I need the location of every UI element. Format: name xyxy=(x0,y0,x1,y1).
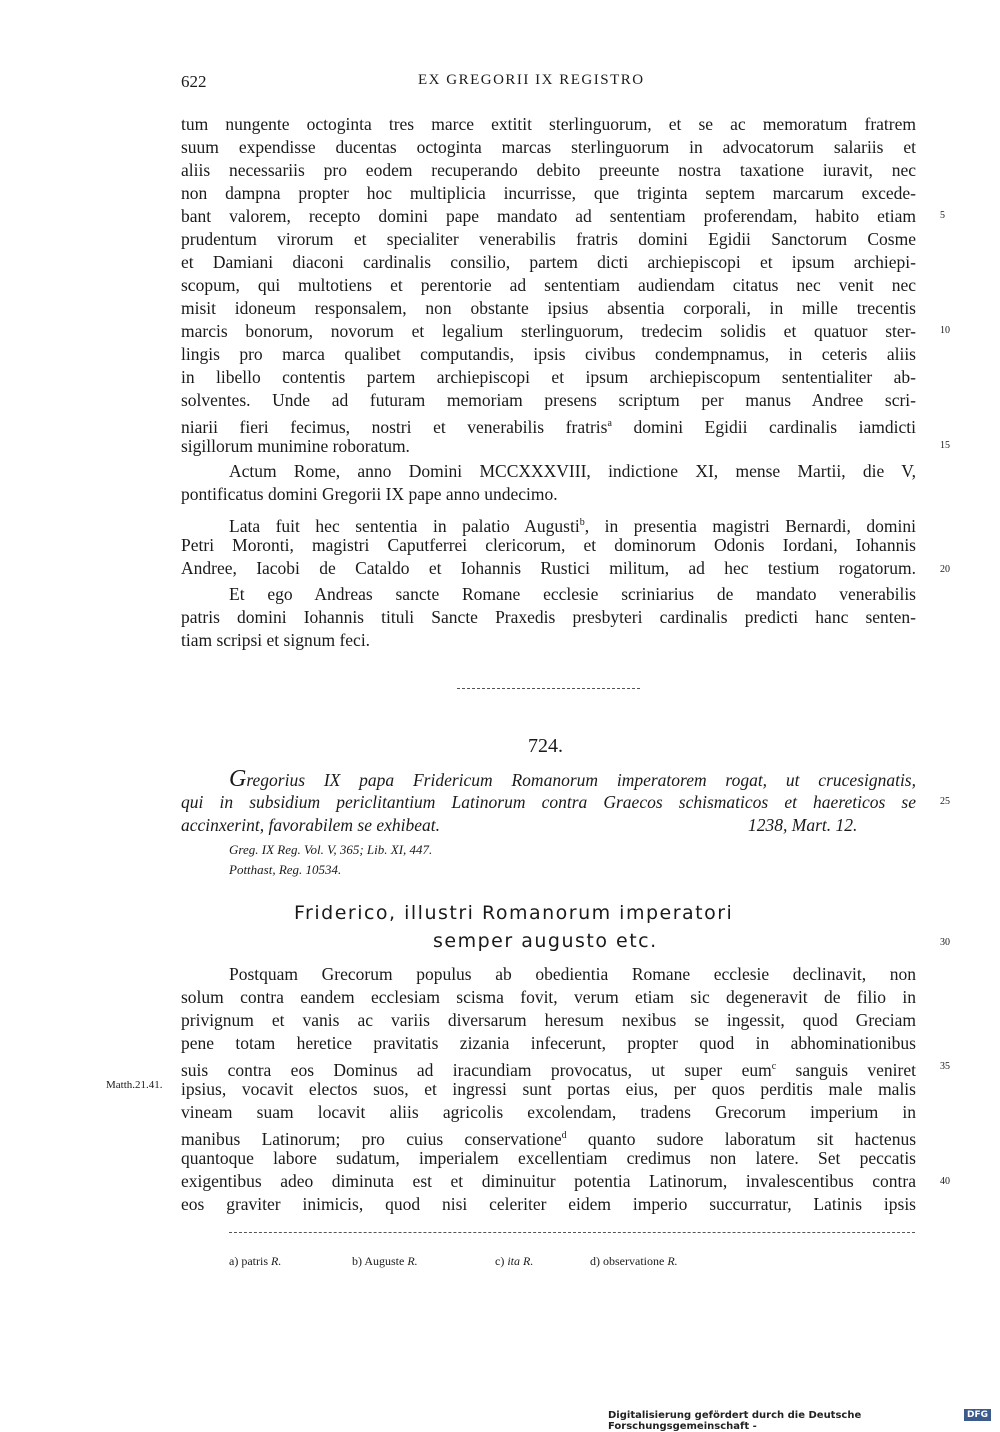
text-segment: Lata fuit hec sententia in palatio Augusti xyxy=(229,515,580,536)
text-segment: domini Egidii cardinalis iamdicti xyxy=(611,416,917,437)
text-line: eos graviter inimicis, quod nisi celeriter eidem imperio succurratur, Latinis ipsis xyxy=(181,1194,916,1214)
text-line: quantoque labore sudatum, imperialem excellentiam credimus non latere. Set peccatis xyxy=(181,1148,916,1168)
potthast-reference: Potthast, Reg. 10534. xyxy=(229,862,342,877)
footnote-source: R. xyxy=(523,1254,534,1268)
line-number: 35 xyxy=(940,1061,950,1072)
text-line: Et ego Andreas sancte Romane ecclesie scriniarius de mandato venerabilis xyxy=(229,584,916,604)
line-number: 40 xyxy=(940,1176,950,1187)
text-segment: niarii fieri fecimus, nostri et venerabilis fratris xyxy=(181,416,608,437)
text-line: in libello contentis partem archiepiscopi et ipsum archiepiscopum sententialiter ab- xyxy=(181,367,916,387)
text-line: ipsius, vocavit electos suos, et ingressi sunt portas eius, per quos perditis male malis xyxy=(181,1079,916,1099)
footnote-source: R. xyxy=(407,1254,418,1268)
footnote-mark: d) xyxy=(590,1254,600,1268)
text-line: Petri Moronti, magistri Caputferrei clericorum, et dominorum Odonis Iordani, Iohannis xyxy=(181,535,916,555)
regest-initial: G xyxy=(229,766,247,792)
text-line: tum nungente octoginta tres marce extitit sterlinguorum, et se ac memoratum fratrem xyxy=(181,114,916,134)
footnote-text: ita xyxy=(507,1254,520,1268)
register-reference: Greg. IX Reg. Vol. V, 365; Lib. XI, 447. xyxy=(229,842,433,857)
address-line: Friderico, illustri Romanorum imperatori xyxy=(294,902,734,924)
regest-line: qui in subsidium periclitantium Latinorum contra Graecos schismaticos et haereticos se xyxy=(181,792,916,812)
text-line: privignum et vanis ac variis diversarum heresum nexibus se ingessit, quod Greciam xyxy=(181,1010,916,1030)
regest-line: accinxerint, favorabilem se exhibeat. xyxy=(181,815,441,835)
line-number: 30 xyxy=(940,937,950,948)
text-line: solventes. Unde ad futuram memoriam presens scriptum per manus Andree scri- xyxy=(181,390,916,410)
text-line: scopum, qui multotiens et perentorie ad sententiam audiendam citatus nec venit nec xyxy=(181,275,916,295)
footnote-text: patris xyxy=(241,1254,268,1268)
text-line: tiam scripsi et signum feci. xyxy=(181,630,371,650)
footnote-marker: c xyxy=(771,1061,777,1072)
footnote-source: R. xyxy=(667,1254,678,1268)
text-line: aliis necessariis pro eodem recuperando debito preeunte nostra taxatione iuravit, nec xyxy=(181,160,916,180)
text-line: Postquam Grecorum populus ab obedientia Romane ecclesie declinavit, non xyxy=(229,964,916,984)
line-number: 15 xyxy=(940,440,950,451)
text-line: Andree, Iacobi de Cataldo et Iohannis Rustici militum, ad hec testium rogatorum. xyxy=(181,558,916,578)
text-line: bant valorem, recepto domini pape mandato ad sententiam proferendam, habito etiam xyxy=(181,206,916,226)
text-line: pontificatus domini Gregorii IX pape anno undecimo. xyxy=(181,484,558,504)
footnote-mark: c) xyxy=(495,1254,505,1268)
footnote-text: observatione xyxy=(603,1254,665,1268)
line-number: 25 xyxy=(940,796,950,807)
text-line: vineam suam locavit aliis agricolis excolendam, tradens Grecorum imperium in xyxy=(181,1102,916,1122)
address-line: semper augusto etc. xyxy=(433,930,658,952)
section-separator xyxy=(457,688,640,689)
line-number: 20 xyxy=(940,564,950,575)
document-number: 724. xyxy=(528,735,563,757)
text-segment: , in presentia magistri Bernardi, domini xyxy=(584,515,916,536)
footnote xyxy=(229,1254,281,1269)
footnote-marker: d xyxy=(561,1130,567,1141)
footnote xyxy=(590,1254,678,1269)
footnote-marker: a xyxy=(607,418,612,429)
text-segment: suis contra eos Dominus ad iracundiam provocatus, ut super eum xyxy=(181,1059,772,1080)
text-line: non dampna propter hoc multiplicia incurrisse, que triginta septem marcarum excede- xyxy=(181,183,916,203)
text-segment: manibus Latinorum; pro cuius conservatione xyxy=(181,1128,562,1149)
footnote-marker: b xyxy=(579,517,585,528)
regest-line xyxy=(229,768,916,792)
margin-citation: Matth.21.41. xyxy=(106,1079,163,1091)
text-segment: sanguis veniret xyxy=(776,1059,916,1080)
text-line: patris domini Iohannis tituli Sancte Praxedis presbyteri cardinalis predicti hanc senten- xyxy=(181,607,916,627)
text-line: misit idoneum responsalem, non obstante ipsius absentia corporali, in mille trecentis xyxy=(181,298,916,318)
text-segment: regorius IX papa Fridericum Romanorum imperatorem rogat, ut crucesignatis, xyxy=(246,770,916,790)
text-segment: quanto sudore laboratum sit hactenus xyxy=(566,1128,916,1149)
footnote-mark: b) xyxy=(352,1254,362,1268)
footnote xyxy=(352,1254,418,1269)
regest-date: 1238, Mart. 12. xyxy=(748,815,858,835)
text-line: pene totam heretice pravitatis zizania infecerunt, propter quod in abhominationibus xyxy=(181,1033,916,1053)
dfg-logo: DFG xyxy=(964,1409,991,1421)
footnote-text: Auguste xyxy=(364,1254,405,1268)
running-title: EX GREGORII IX REGISTRO xyxy=(418,72,645,88)
text-line: prudentum virorum et specialiter venerabilis fratris domini Egidii Sanctorum Cosme xyxy=(181,229,916,249)
text-line: suum expendisse ducentas octoginta marcas sterlinguorum in advocatorum salariis et xyxy=(181,137,916,157)
digitization-credit: Digitalisierung gefördert durch die Deutsche Forschungsgemeinschaft - xyxy=(608,1410,862,1432)
text-line: Actum Rome, anno Domini MCCXXXVIII, indictione XI, mense Martii, die V, xyxy=(229,461,916,481)
footnote xyxy=(495,1254,533,1269)
line-number: 5 xyxy=(940,210,945,221)
text-line: sigillorum munimine roboratum. xyxy=(181,436,410,456)
footnote-source: R. xyxy=(271,1254,282,1268)
text-line: exigentibus adeo diminuta est et diminuitur potentia Latinorum, invalescentibus contra xyxy=(181,1171,916,1191)
text-line: lingis pro marca qualibet computandis, ipsis civibus condempnamus, in ceteris aliis xyxy=(181,344,916,364)
line-number: 10 xyxy=(940,325,950,336)
text-line: et Damiani diaconi cardinalis consilio, partem dicti archiepiscopi et ipsum archiepi- xyxy=(181,252,916,272)
text-line: marcis bonorum, novorum et legalium sterlinguorum, tredecim solidis et quatuor ster- xyxy=(181,321,916,341)
text-line: solum contra eandem ecclesiam scisma fovit, verum etiam sic degeneravit de filio in xyxy=(181,987,916,1007)
page-number: 622 xyxy=(181,72,207,91)
footnote-mark: a) xyxy=(229,1254,239,1268)
footnote-rule xyxy=(229,1232,915,1233)
